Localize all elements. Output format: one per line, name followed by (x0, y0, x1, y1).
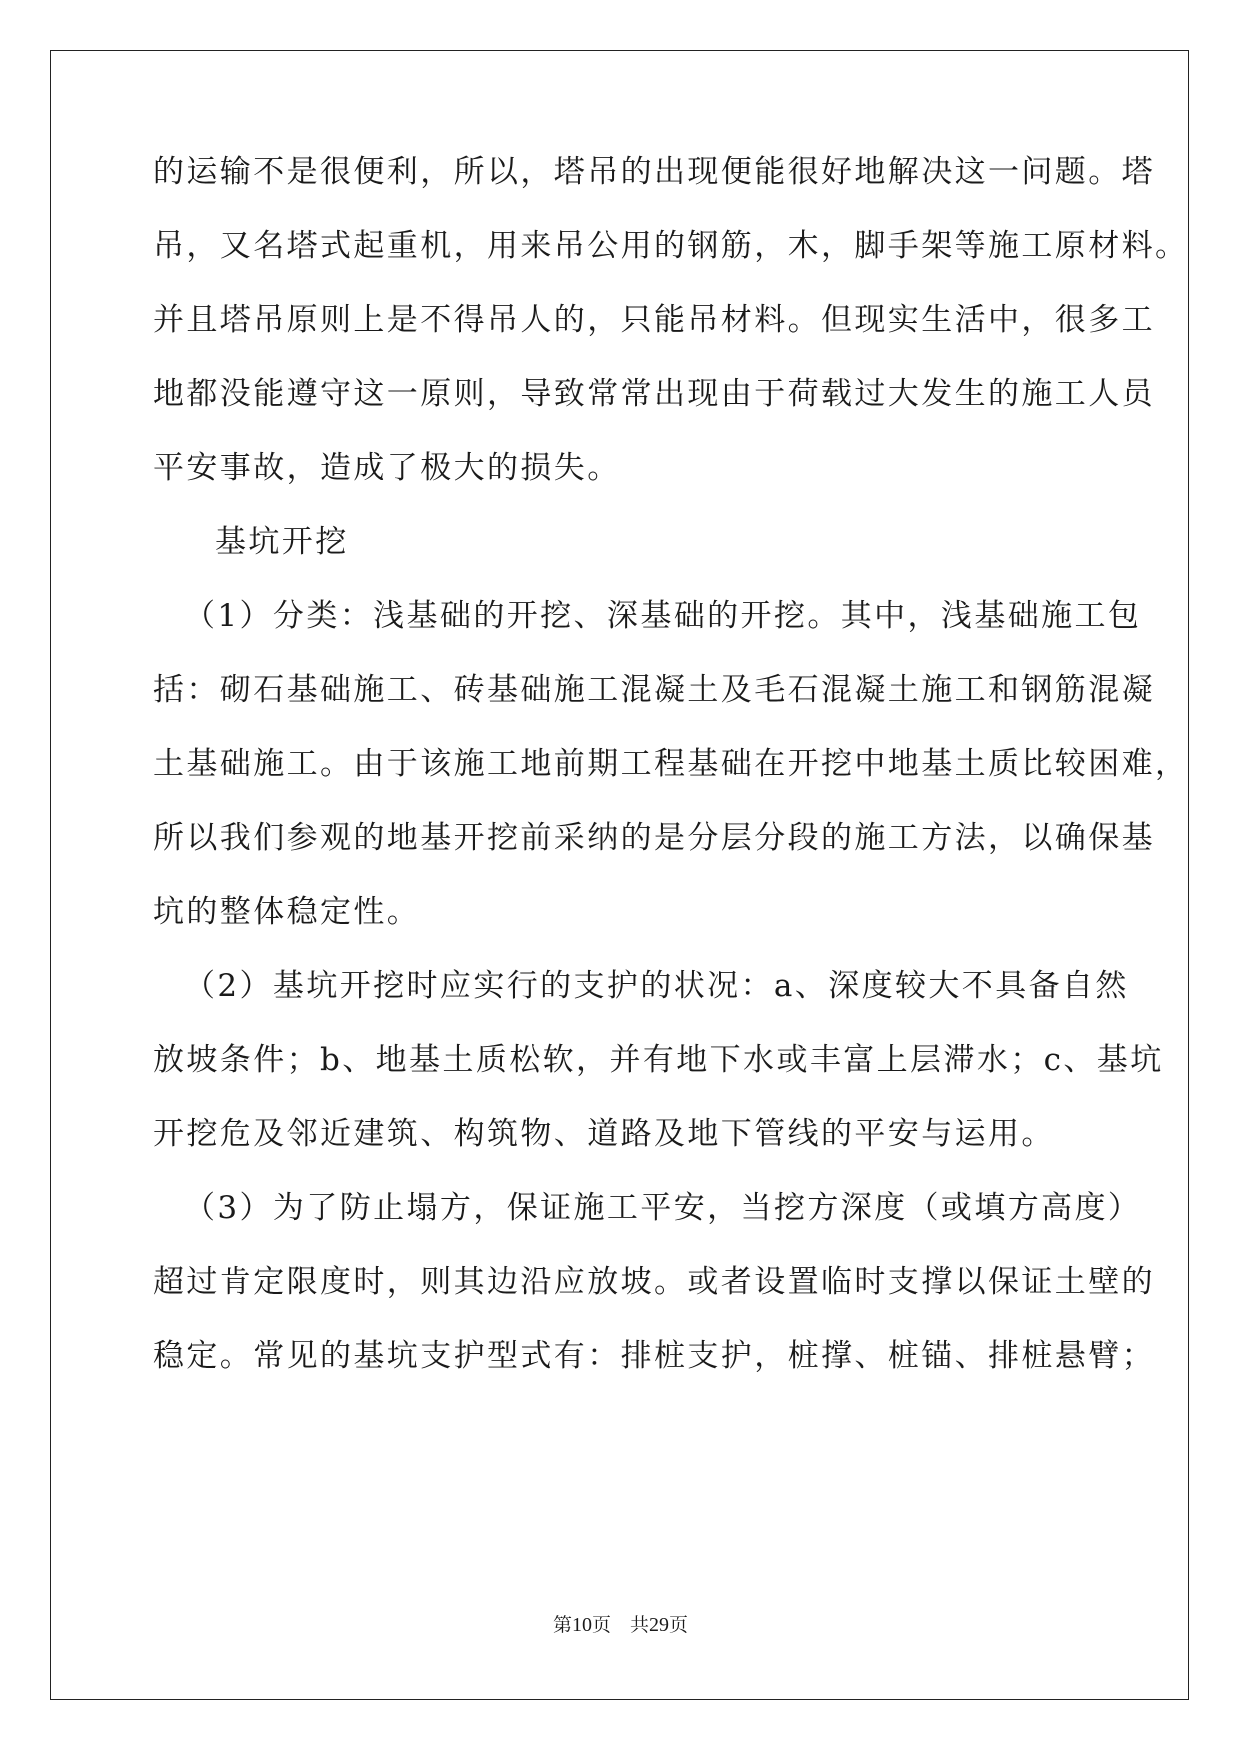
footer-middle: 页 共 (591, 1615, 649, 1636)
text-line: （3）为了防止塌方，保证施工平安，当挖方深度（或填方高度） (184, 1190, 1142, 1226)
text-line: 所以我们参观的地基开挖前采纳的是分层分段的施工方法，以确保基 (153, 820, 1155, 856)
text-line: 括：砌石基础施工、砖基础施工混凝土及毛石混凝土施工和钢筋混凝 (153, 672, 1155, 708)
text-line: 平安事故，造成了极大的损失。 (153, 450, 621, 486)
footer-suffix: 页 (669, 1615, 689, 1636)
text-line: 吊，又名塔式起重机，用来吊公用的钢筋，木，脚手架等施工原材料。 (153, 228, 1189, 264)
footer-prefix: 第 (552, 1615, 572, 1636)
total-pages: 29 (649, 1614, 669, 1636)
text-line: 超过肯定限度时，则其边沿应放坡。或者设置临时支撑以保证土壁的 (153, 1264, 1155, 1300)
text-line: 的运输不是很便利，所以，塔吊的出现便能很好地解决这一问题。塔 (153, 154, 1155, 190)
text-line: 地都没能遵守这一原则，导致常常出现由于荷载过大发生的施工人员 (153, 376, 1155, 412)
text-line: （2）基坑开挖时应实行的支护的状况：a、深度较大不具备自然 (184, 968, 1129, 1004)
text-line: 放坡条件；b、地基土质松软，并有地下水或丰富上层滞水；c、基坑 (153, 1042, 1164, 1078)
section-heading: 基坑开挖 (215, 524, 349, 560)
page-footer (0, 1613, 1241, 1638)
page-border (50, 50, 1189, 1700)
text-line: 坑的整体稳定性。 (153, 894, 421, 930)
text-line: 土基础施工。由于该施工地前期工程基础在开挖中地基土质比较困难， (153, 746, 1189, 782)
text-line: （1）分类：浅基础的开挖、深基础的开挖。其中，浅基础施工包 (184, 598, 1142, 634)
text-line: 开挖危及邻近建筑、构筑物、道路及地下管线的平安与运用。 (153, 1116, 1055, 1152)
text-line: 稳定。常见的基坑支护型式有：排桩支护，桩撑、桩锚、排桩悬臂； (153, 1338, 1155, 1374)
page-number: 10 (571, 1614, 592, 1636)
text-line: 并且塔吊原则上是不得吊人的，只能吊材料。但现实生活中，很多工 (153, 302, 1155, 338)
